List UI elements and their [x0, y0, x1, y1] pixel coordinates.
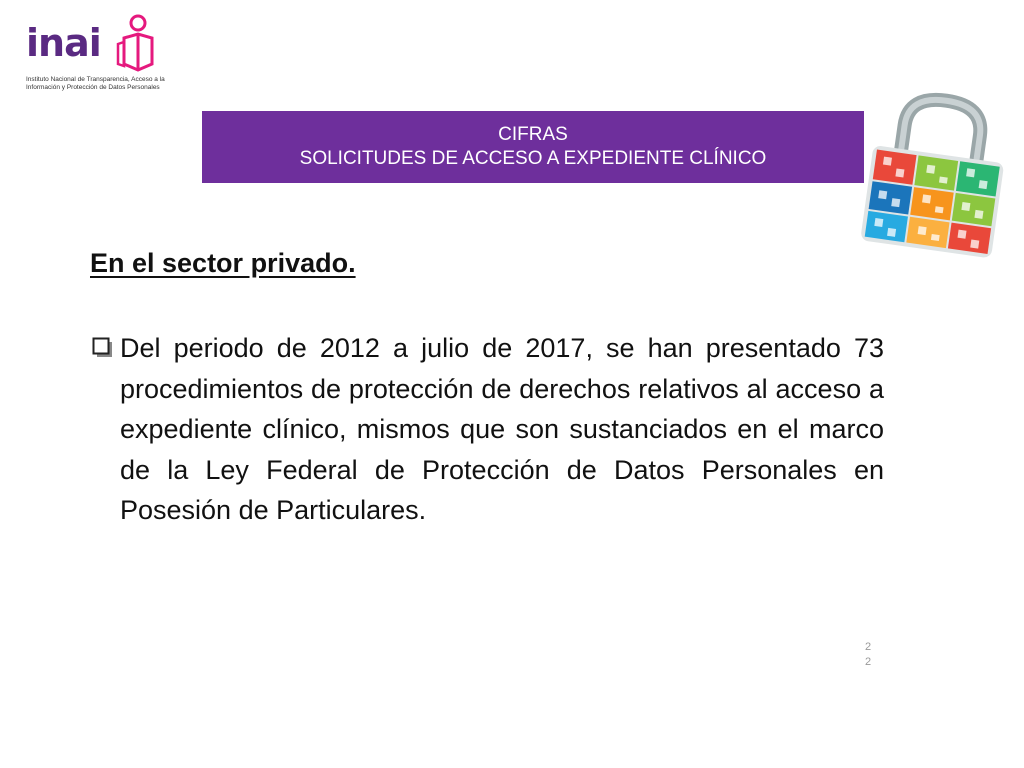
- section-subtitle: En el sector privado.: [90, 248, 356, 278]
- checkbox-bullet-icon: [92, 337, 114, 359]
- bullet-text: Del periodo de 2012 a julio de 2017, se han presentado 73 procedimientos de protección de derechos relativos al acceso a expediente clínico, mismos que son sustanciados en el marco de la Ley Federal de Protección de Datos Personales en Posesión de Particulares.: [120, 333, 884, 525]
- page-number-digit-1: 2: [864, 641, 872, 653]
- bullet-item: [92, 328, 884, 531]
- logo-wordmark: inai: [26, 21, 101, 65]
- title-banner: [202, 111, 864, 183]
- inai-logo: [22, 14, 172, 96]
- page-number-digit-2: 2: [864, 656, 872, 668]
- reading-figure-icon: [114, 14, 156, 76]
- title-line-1: CIFRAS: [498, 124, 568, 145]
- padlock-icon: [856, 90, 1016, 260]
- logo-caption: Instituto Nacional de Transparencia, Acceso a la Información y Protección de Datos Personales: [26, 76, 165, 91]
- page-number: [862, 640, 874, 670]
- title-line-2: SOLICITUDES DE ACCESO A EXPEDIENTE CLÍNICO: [299, 148, 767, 169]
